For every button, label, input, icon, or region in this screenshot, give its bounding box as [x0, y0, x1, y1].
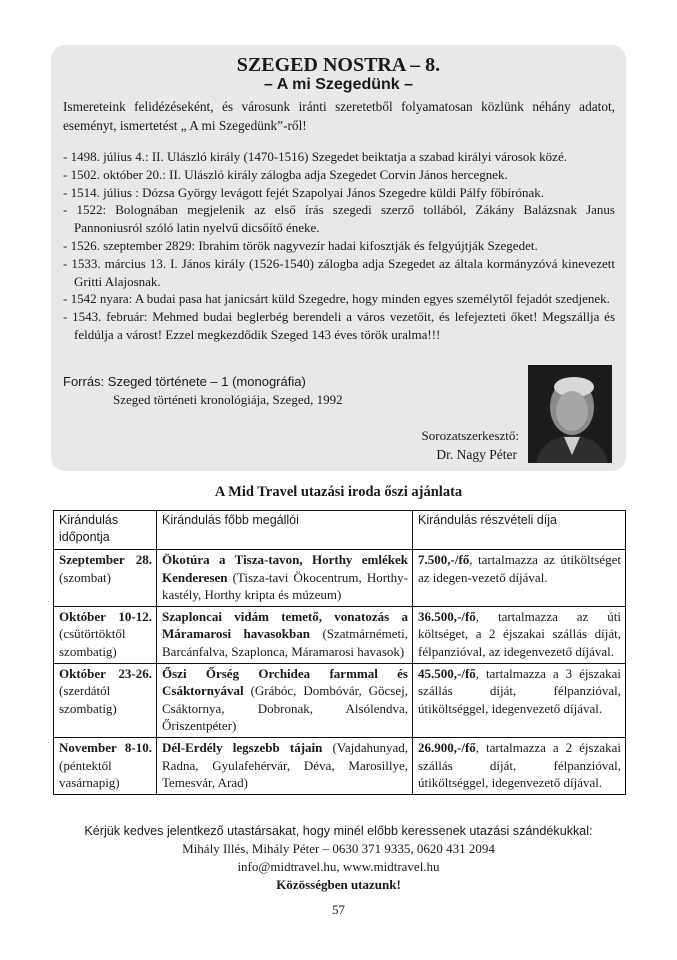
sources	[63, 373, 343, 409]
trip-stops: Szaploncai vidám temető, vonatozás a Máramarosi havasokban (Szatmárnémeti, Barcánfalva, Szaplonca, Máramarosi havasok)	[157, 606, 413, 663]
column-header: Kirándulás időpontja	[54, 511, 157, 550]
trip-date: Október 10-12. (csütörtöktől szombatig)	[54, 606, 157, 663]
offers-title: A Mid Travel utazási iroda őszi ajánlata	[214, 484, 463, 500]
list-item: - 1498. július 4.: II. Ulászló király (1470-1516) Szegedet beiktatja a szabad királyi városok közé.	[63, 149, 567, 164]
article-title: SZEGED NOSTRA – 8.	[236, 54, 441, 76]
contact-links[interactable]: info@midtravel.hu, www.midtravel.hu	[237, 859, 440, 874]
footer-text: Kérjük kedves jelentkező utastársakat, hogy minél előbb keressenek utazási szándékukkal:	[84, 824, 593, 838]
trip-price: 45.500,-/fő, tartalmazza a 3 éjszakai szállás díját, félpanzióval, útiköltséggel, idegenvezető díjával.	[413, 663, 626, 737]
editor-role: Sorozatszerkesztő:	[421, 428, 519, 443]
contact-footer	[0, 822, 677, 894]
table-header-row	[54, 511, 626, 550]
trip-stops: Őszi Őrség Orchidea farmmal és Csáktornyával (Grábóc, Dombóvár, Göcsej, Csáktornya, Dobronak, Alsólendva, Őriszentpéter)	[157, 663, 413, 737]
trip-price: 7.500,-/fő, tartalmazza az útiköltséget az idegen-vezető díjával.	[413, 550, 626, 607]
event-list	[63, 148, 615, 344]
page-number: 57	[332, 902, 345, 917]
editor-photo	[528, 365, 612, 463]
source-line: Forrás: Szeged története – 1 (monográfia)	[63, 374, 306, 389]
contact-phones: Mihály Illés, Mihály Péter – 0630 371 9335, 0620 431 2094	[182, 841, 495, 856]
table-row	[54, 550, 626, 607]
footer-motto: Közösségben utazunk!	[276, 877, 401, 892]
list-item: - 1502. október 20.: II. Ulászló király zálogba adja Szegedet Corvin János hercegnek.	[63, 166, 508, 182]
trip-stops: Ökotúra a Tisza-tavon, Horthy emlékek Kenderesen (Tisza-tavi Ökocentrum, Horthy-kastély, Horthy kripta és múzeum)	[157, 550, 413, 607]
column-header: Kirándulás részvételi díja	[413, 511, 626, 550]
trip-date: November 8-10. (péntektől vasárnapig)	[54, 737, 157, 794]
column-header: Kirándulás főbb megállói	[157, 511, 413, 550]
list-item: - 1533. március 13. I. János király (1526-1540) zálogba adja Szegedet az általa kormányzóvá kinevezett Gritti Alajosnak.	[63, 255, 615, 289]
trip-date: Október 23-26. (szerdától szombatig)	[54, 663, 157, 737]
list-item: - 1543. február: Mehmed budai beglerbég berendeli a város vezetőit, és lefejezteti őket! Megszállja és feldúlja a várost! Ezzel megkezdődik Szeged 143 éves török uralma!!!	[63, 309, 615, 342]
article-intro: Ismereteink felidézéseként, és városunk iránti szeretetből folyamatosan közlünk néhány adatot, eseményt, ismertetést „ A mi Szegedünk”-ről!	[63, 99, 615, 133]
article-subtitle: – A mi Szegedünk –	[263, 76, 414, 93]
trip-price: 26.900,-/fő, tartalmazza a 2 éjszakai szállás díját, félpanzióval, útiköltséggel, idegenvezető díjával.	[413, 737, 626, 794]
table-row	[54, 606, 626, 663]
list-item: - 1522: Bolognában megjelenik az első írás szegedi szerző tollából, Zákány Balázsnak Janus Pannoniusról szóló latin nyelvű dicsőítő éneke.	[63, 202, 615, 236]
table-row	[54, 663, 626, 737]
editor-name: Dr. Nagy Péter	[436, 447, 517, 462]
source-line: Szeged történeti kronológiája, Szeged, 1992	[113, 392, 343, 407]
portrait-image	[528, 365, 612, 463]
trip-stops: Dél-Erdély legszebb tájain (Vajdahunyad, Radna, Gyulafehérvár, Déva, Marosillye, Temesvár, Arad)	[157, 737, 413, 794]
trip-price: 36.500,-/fő, tartalmazza az úti költséget, a 2 éjszakai szállás díját, félpanzióval, az idegenvezető díjával.	[413, 606, 626, 663]
table-row	[54, 737, 626, 794]
list-item: - 1526. szeptember 2829: Ibrahim török nagyvezír hadai kifosztják és felgyújtják Szegedet.	[63, 237, 538, 253]
offers-table	[53, 510, 626, 795]
list-item: - 1514. július : Dózsa György levágott fejét Szapolyai János Szegedre küldi Pálfy főbírónak.	[63, 184, 545, 200]
trip-date: Szeptember 28. (szombat)	[54, 550, 157, 607]
list-item: - 1542 nyara: A budai pasa hat janicsárt küld Szegedre, hogy minden egyes személytől fejadót szedjenek.	[63, 291, 610, 307]
